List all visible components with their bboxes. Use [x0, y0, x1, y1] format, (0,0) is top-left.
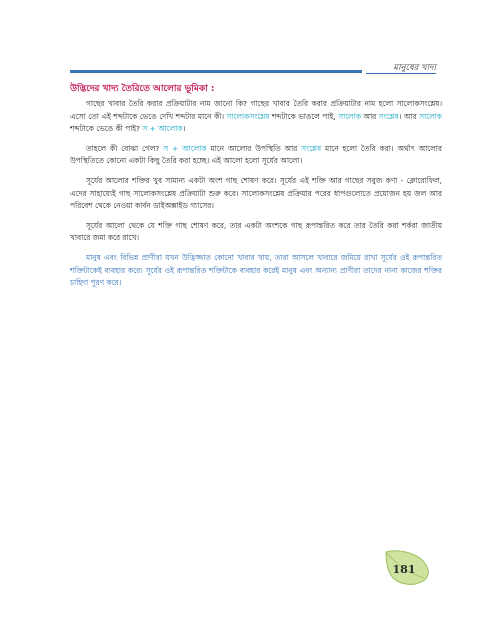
paragraph-1: গাছের খাবার তৈরি করার প্রক্রিয়াটার নাম জানো কি? গাছের খাবার তৈরি করার প্রক্রিয়াটার নাম হলো সালোকসংশ্লেষ। এসো তো এই শব্দটাকে ভেঙে দেখি শব্দটার মানে কী। সালোকসংশ্লেষ শব্দটাকে ভাঙলে পাই, সালোক আর সংশ্লেষ। আর সালোক শব্দটাকে ভেঙে কী পাই? স + আলোক।	[70, 99, 442, 134]
running-header: মানুষের খাদ্য	[393, 63, 436, 73]
header-right-rule	[366, 73, 436, 74]
paragraph-5: মানুষ এবং বিভিন্ন প্রাণীরা যখন উদ্ভিজ্জাত কোনো খাবার খায়, তারা আসলে খাবারে জমিয়ে রাখা সূর্যের ওই রূপান্তরিত শক্তিটাকেই ব্যবহার করে। সূর্যের ওই রূপান্তরিত শক্তিটাকে ব্যবহার করেই মানুষ এবং অন্যান্য প্রাণীরা তাদের নানা কাজের শক্তির চাহিদা পূরণ করে।	[70, 252, 442, 288]
paragraph-4: সূর্যের আলো থেকে যে শক্তি গাছ শোষণ করে, তার একটা অংশকে গাছ রূপান্তরিত করে তার তৈরি করা শর্করা জাতীয় খাবারে জমা করে রাখে।	[70, 220, 442, 243]
section-title: উদ্ভিদের খাদ্য তৈরিতে আলোর ভূমিকা :	[70, 84, 215, 94]
body-text	[70, 98, 442, 297]
paragraph-2: তাহলে কী বোঝা গেল? স + আলোক মানে আলোর উপস্থিতি আর সংশ্লেষ মানে হলো তৈরি করা। অর্থাৎ আলোর উপস্থিতিতে কোনো একটা কিছু তৈরি করা হচ্ছে। এই আলো হলো সূর্যের আলো।	[70, 143, 442, 166]
paragraph-3: সূর্যের আলোর শক্তির খুব সামান্য একটা অংশ গাছ শোষণ করে। সূর্যের এই শক্তি আর গাছের সবুজ কণা - ক্লোরোফিল, এদের সাহায্যেই গাছ সালোকসংশ্লেষ প্রক্রিয়াটা শুরু করে। সালোকসংশ্লেষ প্রক্রিয়ার পরের ধাপগুলোতে প্রয়োজন হয় জল আর পরিবেশ থেকে নেওয়া কার্বন ডাইঅক্সাইড গ্যাসের।	[70, 175, 442, 211]
page-number: 181	[392, 563, 416, 576]
header-rule	[70, 70, 362, 73]
